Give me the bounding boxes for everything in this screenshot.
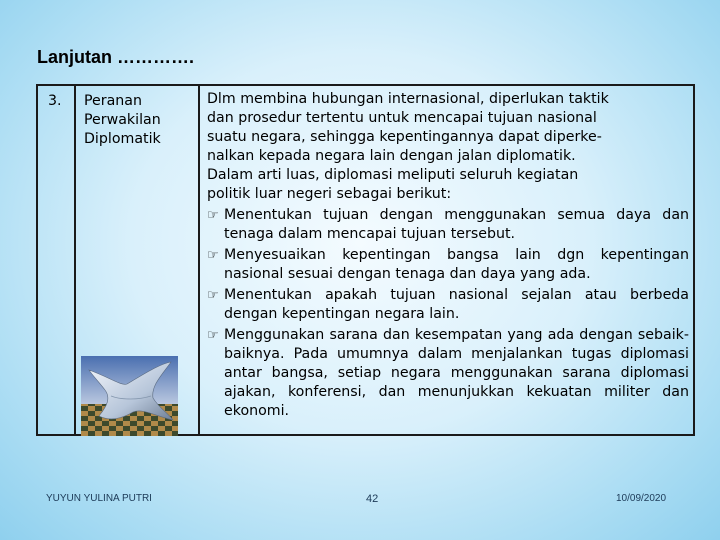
pointing-hand-icon: ☞ <box>207 248 219 263</box>
content-table <box>36 84 695 436</box>
topic-line: Perwakilan <box>84 112 161 128</box>
slide-title: Lanjutan …………. <box>37 47 194 67</box>
intro-line: dan prosedur tertentu untuk mencapai tujuan nasional <box>207 110 597 126</box>
row-topic <box>84 92 184 149</box>
intro-line: nalkan kepada negara lain dengan jalan diplomatik. <box>207 148 576 164</box>
footer-page-number: 42 <box>366 493 379 505</box>
row-number: 3. <box>48 93 62 109</box>
intro-line: suatu negara, sehingga kepentingannya dapat diperke- <box>207 129 602 145</box>
pointing-hand-icon: ☞ <box>207 288 219 303</box>
intro-line: Dalam arti luas, diplomasi meliputi seluruh kegiatan <box>207 167 579 183</box>
topic-line: Peranan <box>84 93 142 109</box>
pointing-hand-icon: ☞ <box>207 328 219 343</box>
bullet-text: Menggunakan sarana dan kesempatan yang ada dengan sebaik-baiknya. Pada umumnya dalam menjalankan tugas diplomasi antar bangsa, setiap negara menggunakan sarana diplomasi ajakan, konferensi, dan menunjukkan kekuatan militer dan ekonomi. <box>224 327 689 419</box>
column-divider <box>198 86 200 434</box>
list-item <box>207 286 689 324</box>
column-divider <box>74 86 76 434</box>
intro-line: Dlm membina hubungan internasional, diperlukan taktik <box>207 91 609 107</box>
bullet-text: Menentukan tujuan dengan menggunakan semua daya dan tenaga dalam mencapai tujuan tersebut. <box>224 207 689 242</box>
list-item <box>207 246 689 284</box>
footer-date: 10/09/2020 <box>616 493 667 504</box>
footer-author: YUYUN YULINA PUTRI <box>46 493 152 504</box>
abstract-3d-image <box>81 356 178 436</box>
list-item <box>207 206 689 244</box>
list-item <box>207 326 689 421</box>
row-content <box>207 90 689 421</box>
bullet-text: Menentukan apakah tujuan nasional sejalan atau berbeda dengan kepentingan negara lain. <box>224 287 689 322</box>
topic-line: Diplomatik <box>84 131 161 147</box>
bullet-text: Menyesuaikan kepentingan bangsa lain dgn kepentingan nasional sesuai dengan tenaga dan daya yang ada. <box>224 247 689 282</box>
intro-line: politik luar negeri sebagai berikut: <box>207 186 452 202</box>
pointing-hand-icon: ☞ <box>207 208 219 223</box>
